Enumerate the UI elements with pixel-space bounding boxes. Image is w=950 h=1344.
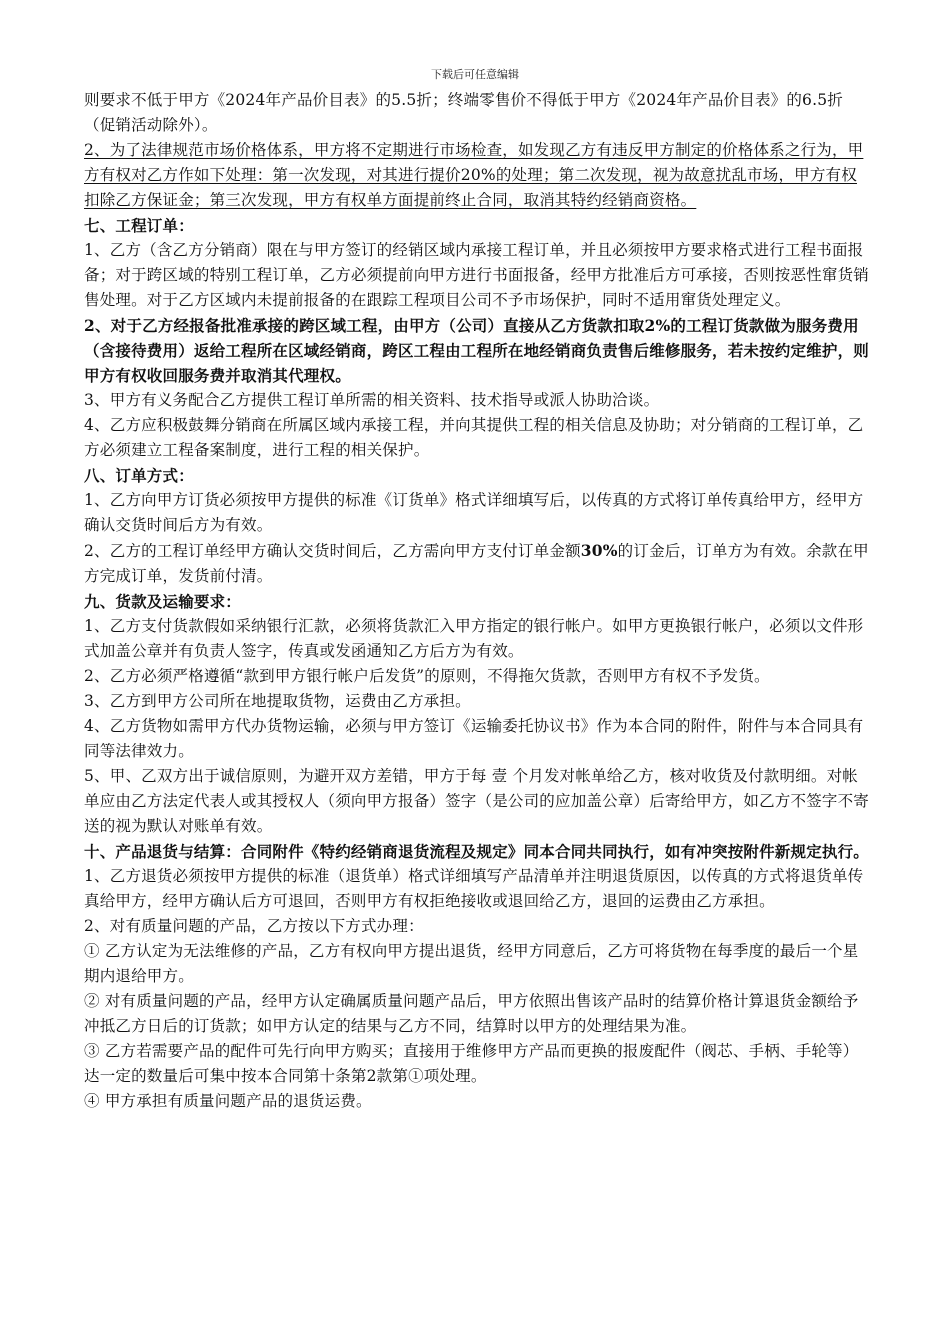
- clause-9-5-part-a: 5、甲、乙双方出于诚信原则，为避开双方差错，甲方于每: [84, 767, 487, 785]
- section-10-heading: 十、产品退货与结算：合同附件《特约经销商退货流程及规定》同本合同共同执行，如有冲突按附件新规定执行。: [84, 842, 870, 861]
- clause-6-2-price-inspection: 2、为了法律规范市场价格体系，甲方将不定期进行市场检查，如发现乙方有违反甲方制定的价格体系之行为，甲方有权对乙方作如下处理：第一次发现，对其进行提价20%的处理；第二次发现，视为故意扰乱市场，甲方有权扣除乙方保证金；第三次发现，甲方有权单方面提前终止合同，取消其特约经销商资格。: [84, 141, 864, 209]
- paragraph-price-floor: 则要求不低于甲方《2024年产品价目表》的5.5折；终端零售价不得低于甲方《2024年产品价目表》的6.5折（促销活动除外）。: [84, 91, 843, 134]
- clause-7-1: 1、乙方（含乙方分销商）限在与甲方签订的经销区域内承接工程订单，并且必须按甲方要求格式进行工程书面报备；对于跨区域的特别工程订单，乙方必须提前向甲方进行书面报备，经甲方批准后方可承接，否则按恶性窜货销售处理。对于乙方区域内未提前报备的在跟踪工程项目公司不予市场保护，同时不适用窜货处理定义。: [84, 241, 870, 309]
- clause-9-3: 3、乙方到甲方公司所在地提取货物，运费由乙方承担。: [84, 692, 471, 710]
- clause-8-2: [84, 538, 872, 589]
- clause-9-1: 1、乙方支付货款假如采纳银行汇款，必须将货款汇入甲方指定的银行帐户。如甲方更换银行帐户，必须以文件形式加盖公章并有负责人签字，传真或发函通知乙方后方为有效。: [84, 617, 864, 660]
- clause-9-4: 4、乙方货物如需甲方代办货物运输，必须与甲方签订《运输委托协议书》作为本合同的附件，附件与本合同具有同等法律效力。: [84, 717, 864, 760]
- sub-clause-2: ② 对有质量问题的产品，经甲方认定确属质量问题产品后，甲方依照出售该产品时的结算价格计算退货金额给予冲抵乙方日后的订货款；如甲方认定的结果与乙方不同，结算时以甲方的处理结果为准。: [84, 992, 859, 1035]
- clause-7-4: 4、乙方应积极鼓舞分销商在所属区域内承接工程，并向其提供工程的相关信息及协助；对分销商的工程订单，乙方必须建立工程备案制度，进行工程的相关保护。: [84, 416, 864, 459]
- sub-clause-1: ① 乙方认定为无法维修的产品，乙方有权向甲方提出退货，经甲方同意后，乙方可将货物在每季度的最后一个星期内退给甲方。: [84, 942, 859, 985]
- clause-8-2-part-a: 2、乙方的工程订单经甲方确认交货时间后，乙方需向甲方支付订单金额: [84, 542, 581, 560]
- clause-9-2: 2、乙方必须严格遵循“款到甲方银行帐户后发货”的原则，不得拖欠货款，否则甲方有权不予发货。: [84, 667, 770, 685]
- sub-clause-3: ③ 乙方若需要产品的配件可先行向甲方购买；直接用于维修甲方产品而更换的报废配件（阀芯、手柄、手轮等）达一定的数量后可集中按本合同第十条第2款第①项处理。: [84, 1042, 859, 1085]
- clause-7-2: 2、对于乙方经报备批准承接的跨区域工程，由甲方（公司）直接从乙方货款扣取2%的工程订货款做为服务费用（含接待费用）返给工程所在区域经销商，跨区工程由工程所在地经销商负责售后维修服务，若未按约定维护，则甲方有权收回服务费并取消其代理权。: [84, 316, 870, 385]
- section-8-heading: 八、订单方式：: [84, 466, 194, 485]
- document-body: [84, 88, 872, 1114]
- page-header: 下载后可任意编辑: [431, 68, 519, 81]
- statement-period-value: 壹: [491, 767, 508, 785]
- section-7-heading: 七、工程订单：: [84, 216, 194, 235]
- section-9-heading: 九、货款及运输要求：: [84, 592, 242, 611]
- clause-7-3: 3、甲方有义务配合乙方提供工程订单所需的相关资料、技术指导或派人协助洽谈。: [84, 391, 660, 409]
- clause-10-2: 2、对有质量问题的产品，乙方按以下方式办理：: [84, 917, 424, 935]
- clause-9-5-part-c: 个月发对帐单给乙方，核对收货及付款明细。对帐单应由乙方法定代表人或其授权人（须向甲方报备）签字（是公司的应加盖公章）后寄给甲方，如乙方不签字不寄送的视为默认对账单有效。: [84, 767, 870, 835]
- clause-9-5: [84, 764, 872, 839]
- sub-clause-4: ④ 甲方承担有质量问题产品的退货运费。: [84, 1092, 372, 1110]
- deposit-percent: 30%: [580, 541, 618, 560]
- clause-8-2-part-c: 的订金后，订单方为有效。余款在甲方完成订单，发货前付清。: [84, 542, 869, 585]
- clause-10-1: 1、乙方退货必须按甲方提供的标准（退货单）格式详细填写产品清单并注明退货原因，以传真的方式将退货单传真给甲方，经甲方确认后方可退回，否则甲方有权拒绝接收或退回给乙方，退回的运费由乙方承担。: [84, 867, 864, 910]
- clause-8-1: 1、乙方向甲方订货必须按甲方提供的标准《订货单》格式详细填写后，以传真的方式将订单传真给甲方，经甲方确认交货时间后方为有效。: [84, 491, 864, 534]
